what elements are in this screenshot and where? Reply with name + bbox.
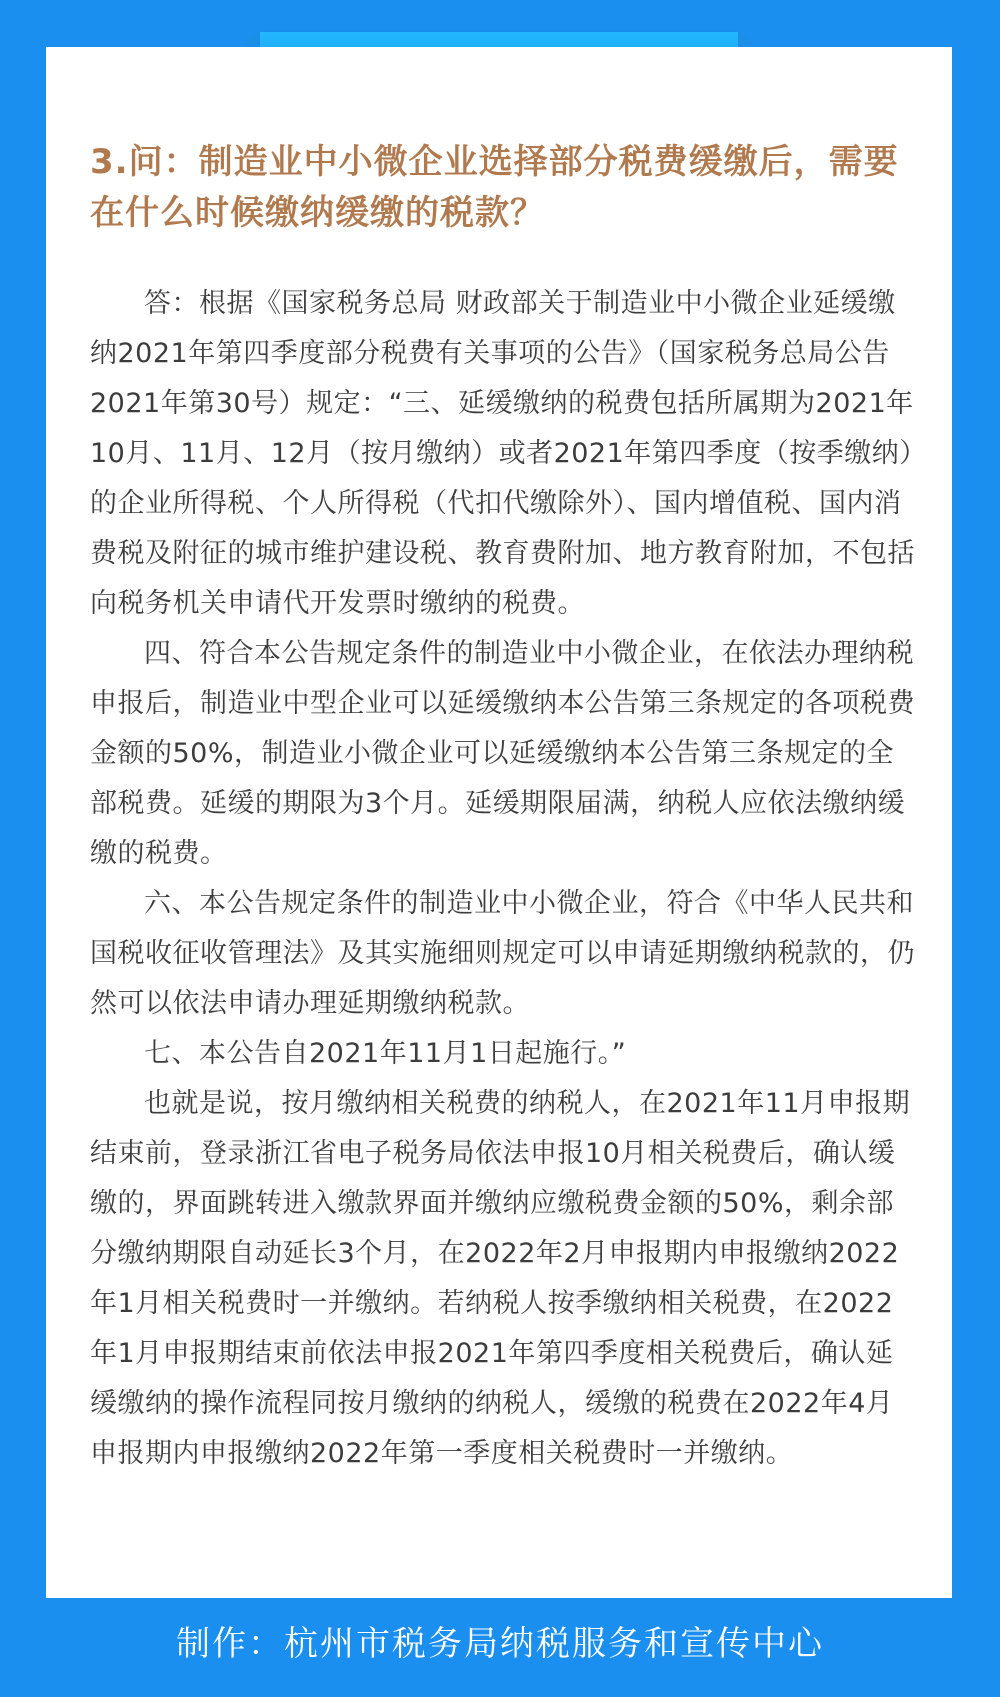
answer-paragraph-4: 七、本公告自2021年11月1日起施行。”: [144, 1038, 627, 1069]
footer-credit: 制作：杭州市税务局纳税服务和宣传中心: [176, 1624, 824, 1664]
question-title: 3.问：制造业中小微企业选择部分税费缓缴后，需要在什么时候缴纳缓缴的税款？: [90, 142, 899, 233]
answer-paragraph-2: 四、符合本公告规定条件的制造业中小微企业，在依法办理纳税申报后，制造业中型企业可以延缓缴纳本公告第三条规定的各项税费金额的50%，制造业小微企业可以延缓缴纳本公告第三条规定的全部税费。延缓的期限为3个月。延缓期限届满，纳税人应依法缴纳缓缴的税费。: [90, 638, 915, 869]
answer-body: [90, 279, 916, 1479]
answer-paragraph-1: 答：根据《国家税务总局 财政部关于制造业中小微企业延缓缴纳2021年第四季度部分税费有关事项的公告》（国家税务总局公告2021年第30号）规定：“三、延缓缴纳的税费包括所属期为2021年10月、11月、12月（按月缴纳）或者2021年第四季度（按季缴纳）的企业所得税、个人所得税（代扣代缴除外）、国内增值税、国内消费税及附征的城市维护建设税、教育费附加、地方教育附加，不包括向税务机关申请代开发票时缴纳的税费。: [90, 288, 915, 619]
answer-paragraph-3: 六、本公告规定条件的制造业中小微企业，符合《中华人民共和国税收征收管理法》及其实施细则规定可以申请延期缴纳税款的，仍然可以依法申请办理延期缴纳税款。: [90, 888, 915, 1019]
answer-paragraph-5: 也就是说，按月缴纳相关税费的纳税人，在2021年11月申报期结束前，登录浙江省电子税务局依法申报10月相关税费后，确认缓缴的，界面跳转进入缴款界面并缴纳应缴税费金额的50%，剩余部分缴纳期限自动延长3个月，在2022年2月申报期内申报缴纳2022年1月相关税费时一并缴纳。若纳税人按季缴纳相关税费，在2022年1月申报期结束前依法申报2021年第四季度相关税费后，确认延缓缴纳的操作流程同按月缴纳的纳税人，缓缴的税费在2022年4月申报期内申报缴纳2022年第一季度相关税费时一并缴纳。: [90, 1088, 911, 1469]
content-card: [46, 47, 952, 1598]
